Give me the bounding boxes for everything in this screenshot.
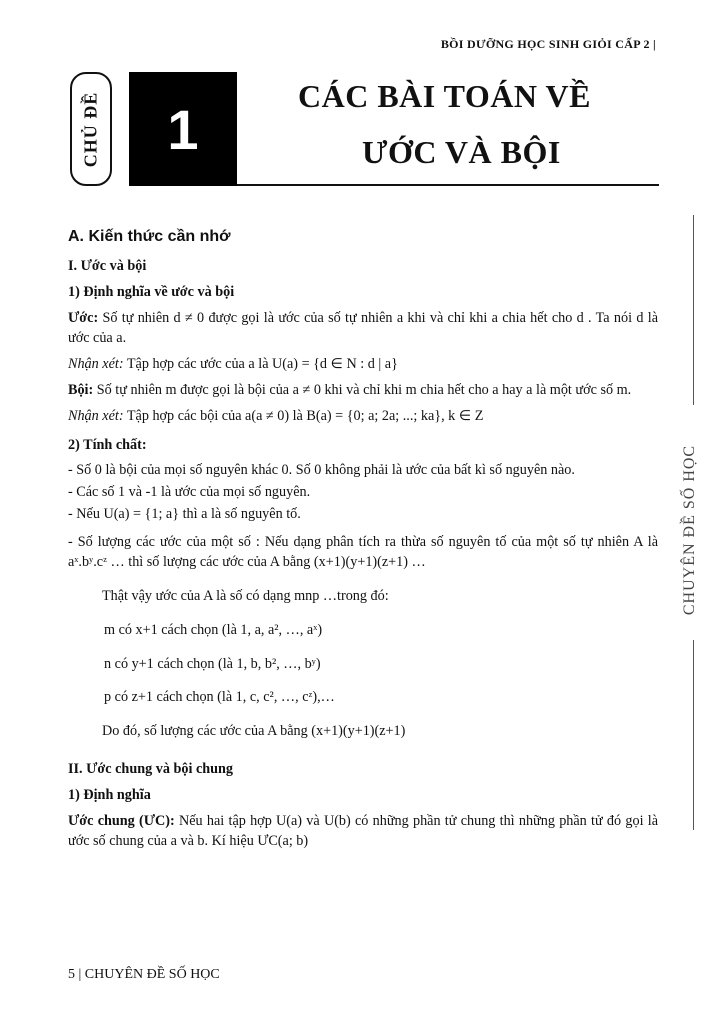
part1-heading: I. Ước và bội	[68, 258, 147, 275]
part2-heading: II. Ước chung và bội chung	[68, 761, 234, 778]
properties-heading: 2) Tính chất:	[68, 436, 147, 453]
uc-text: Nếu hai tập hợp U(a) và U(b) có những phần tử chung thì những phần tử đó gọi là ước số chung của a và b. Kí hiệu ƯC(a; b)	[68, 812, 659, 849]
boi-definition	[68, 381, 658, 401]
page-footer: 5 | CHUYÊN ĐỀ SỐ HỌC	[68, 967, 220, 982]
uoc-label: Ước:	[68, 310, 99, 327]
boi-text: Số tự nhiên m được gọi là bội của a ≠ 0 khi và chỉ khi m chia hết cho a hay a là một ước số m.	[93, 381, 632, 398]
uoc-text: Số tự nhiên d ≠ 0 được gọi là ước của số tự nhiên a khi và chỉ khi a chia hết cho d . Ta nói d là ước của a.	[68, 310, 658, 347]
property-1: - Số 0 là bội của mọi số nguyên khác 0. Số 0 không phải là ước của bất kì số nguyên nào.	[68, 462, 575, 479]
proof-n: n có y+1 cách chọn (là 1, b, b², …, bʸ)	[104, 655, 321, 672]
nhanxet-text-1: Tập hợp các ước của a là U(a) = {d ∈ N : d | a}	[123, 355, 398, 372]
property-4: - Số lượng các ước của một số : Nếu dạng phân tích ra thừa số nguyên tố của một số tự nhiên A là aˣ.bʸ.cᶻ … thì số lượng các ước của A bằng (x+1)(y+1)(z+1) …	[68, 534, 658, 570]
nhanxet-text-2: Tập hợp các bội của a(a ≠ 0) là B(a) = {0; a; 2a; ...; ka}, k ∈ Z	[123, 407, 484, 424]
chapter-title-line2: ƯỚC VÀ BỘI	[362, 134, 561, 170]
chapter-number: 1	[129, 72, 237, 186]
title-underline	[237, 184, 659, 186]
nhanxet-1	[68, 355, 658, 375]
definition-heading: 1) Định nghĩa về ước và bội	[68, 284, 235, 301]
uc-definition	[68, 812, 658, 852]
property-2: - Các số 1 và -1 là ước của mọi số nguyên.	[68, 484, 311, 501]
proof-intro: Thật vậy ước của A là số có dạng mnp …trong đó:	[102, 587, 389, 604]
page-content	[68, 224, 658, 858]
chapter-title-line1: CÁC BÀI TOÁN VỀ	[298, 78, 591, 114]
running-header: BỒI DƯỠNG HỌC SINH GIỎI CẤP 2 |	[440, 37, 656, 51]
chude-label: CHỦ ĐỀ	[80, 91, 101, 167]
nhanxet-label-2: Nhận xét:	[68, 407, 124, 424]
boi-label: Bội:	[68, 381, 94, 398]
chude-badge	[70, 72, 112, 186]
nhanxet-label-1: Nhận xét:	[68, 355, 124, 372]
proof-m: m có x+1 cách chọn (là 1, a, a², …, aˣ)	[104, 621, 323, 638]
side-rule-top	[693, 215, 694, 405]
side-label: CHUYÊN ĐỀ SỐ HỌC	[681, 444, 698, 616]
uoc-definition	[68, 309, 658, 349]
definition2-heading: 1) Định nghĩa	[68, 787, 151, 804]
proof-conclusion: Do đó, số lượng các ước của A bằng (x+1)(y+1)(z+1)	[102, 723, 406, 740]
nhanxet-2	[68, 407, 658, 427]
proof-p: p có z+1 cách chọn (là 1, c, c², …, cᶻ),…	[104, 689, 335, 706]
section-a-heading: A. Kiến thức cần nhớ	[68, 228, 231, 245]
uc-label: Ước chung (ƯC):	[68, 812, 175, 829]
property-3: - Nếu U(a) = {1; a} thì a là số nguyên tố.	[68, 506, 301, 523]
side-rule-bottom	[693, 640, 694, 830]
